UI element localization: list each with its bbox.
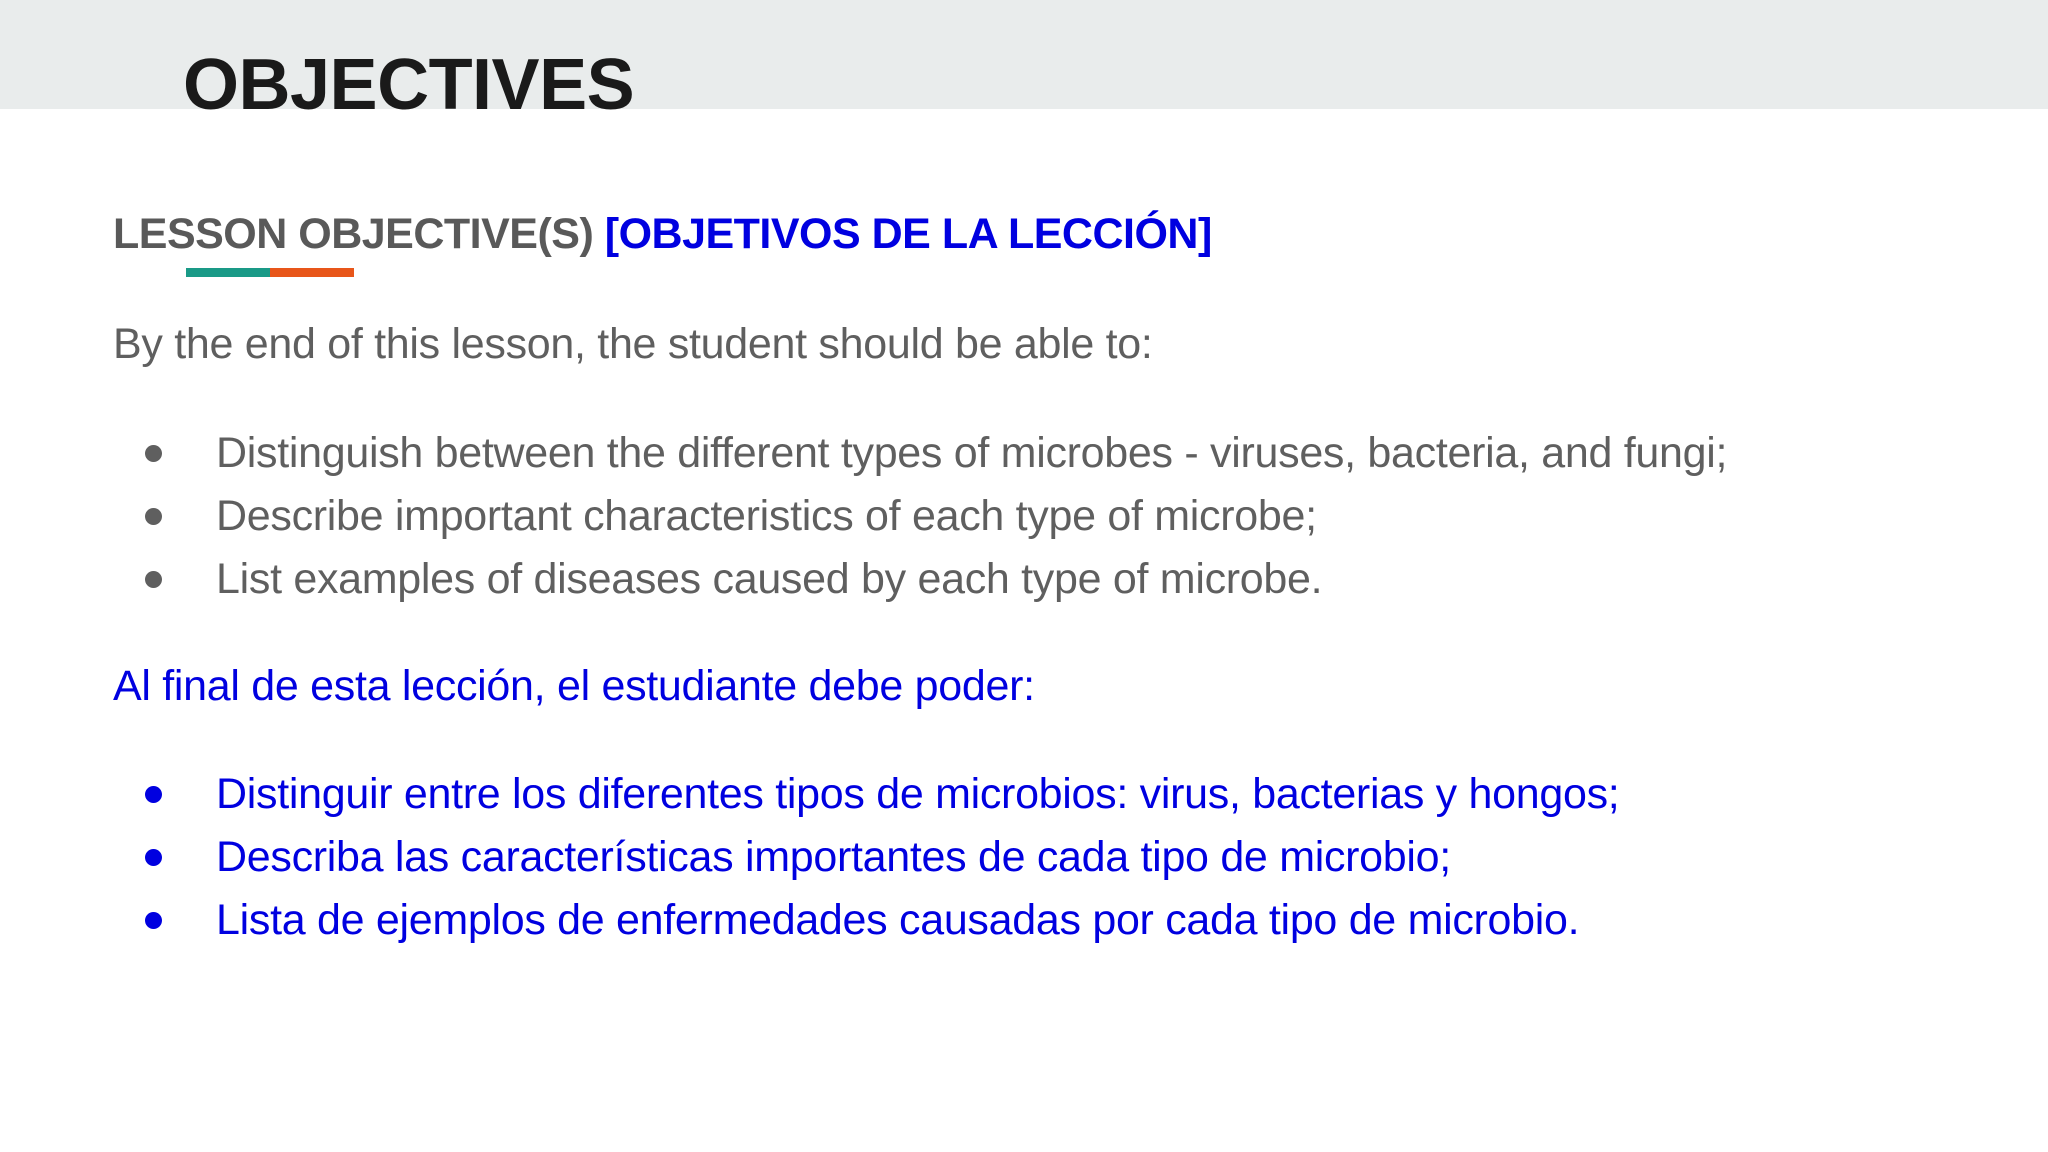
bullet-icon — [145, 571, 162, 588]
bullet-icon — [145, 912, 162, 929]
bullet-text: Distinguish between the different types of microbes - viruses, bacteria, and fungi; — [216, 429, 1728, 477]
heading-spanish: [OBJETIVOS DE LA LECCIÓN] — [604, 210, 1212, 258]
bullet-text: Distinguir entre los diferentes tipos de microbios: virus, bacterias y hongos; — [216, 770, 1620, 818]
bullet-text: Describa las características importantes de cada tipo de microbio; — [216, 833, 1451, 881]
bullet-icon — [145, 849, 162, 866]
bullet-text: Lista de ejemplos de enfermedades causadas por cada tipo de microbio. — [216, 896, 1580, 944]
intro-english: By the end of this lesson, the student should be able to: — [113, 320, 1153, 368]
intro-spanish: Al final de esta lección, el estudiante debe poder: — [113, 662, 1035, 710]
bullet-icon — [145, 445, 162, 462]
bullet-text: Describe important characteristics of each type of microbe; — [216, 492, 1317, 540]
accent-bar-teal — [186, 268, 270, 277]
accent-bar-orange — [270, 268, 354, 277]
bullet-text: List examples of diseases caused by each type of microbe. — [216, 555, 1323, 603]
bullet-icon — [145, 508, 162, 525]
slide-title: OBJECTIVES — [183, 45, 635, 125]
bullet-icon — [145, 786, 162, 803]
section-heading — [113, 206, 1212, 262]
heading-english: LESSON OBJECTIVE(S) — [113, 210, 594, 258]
